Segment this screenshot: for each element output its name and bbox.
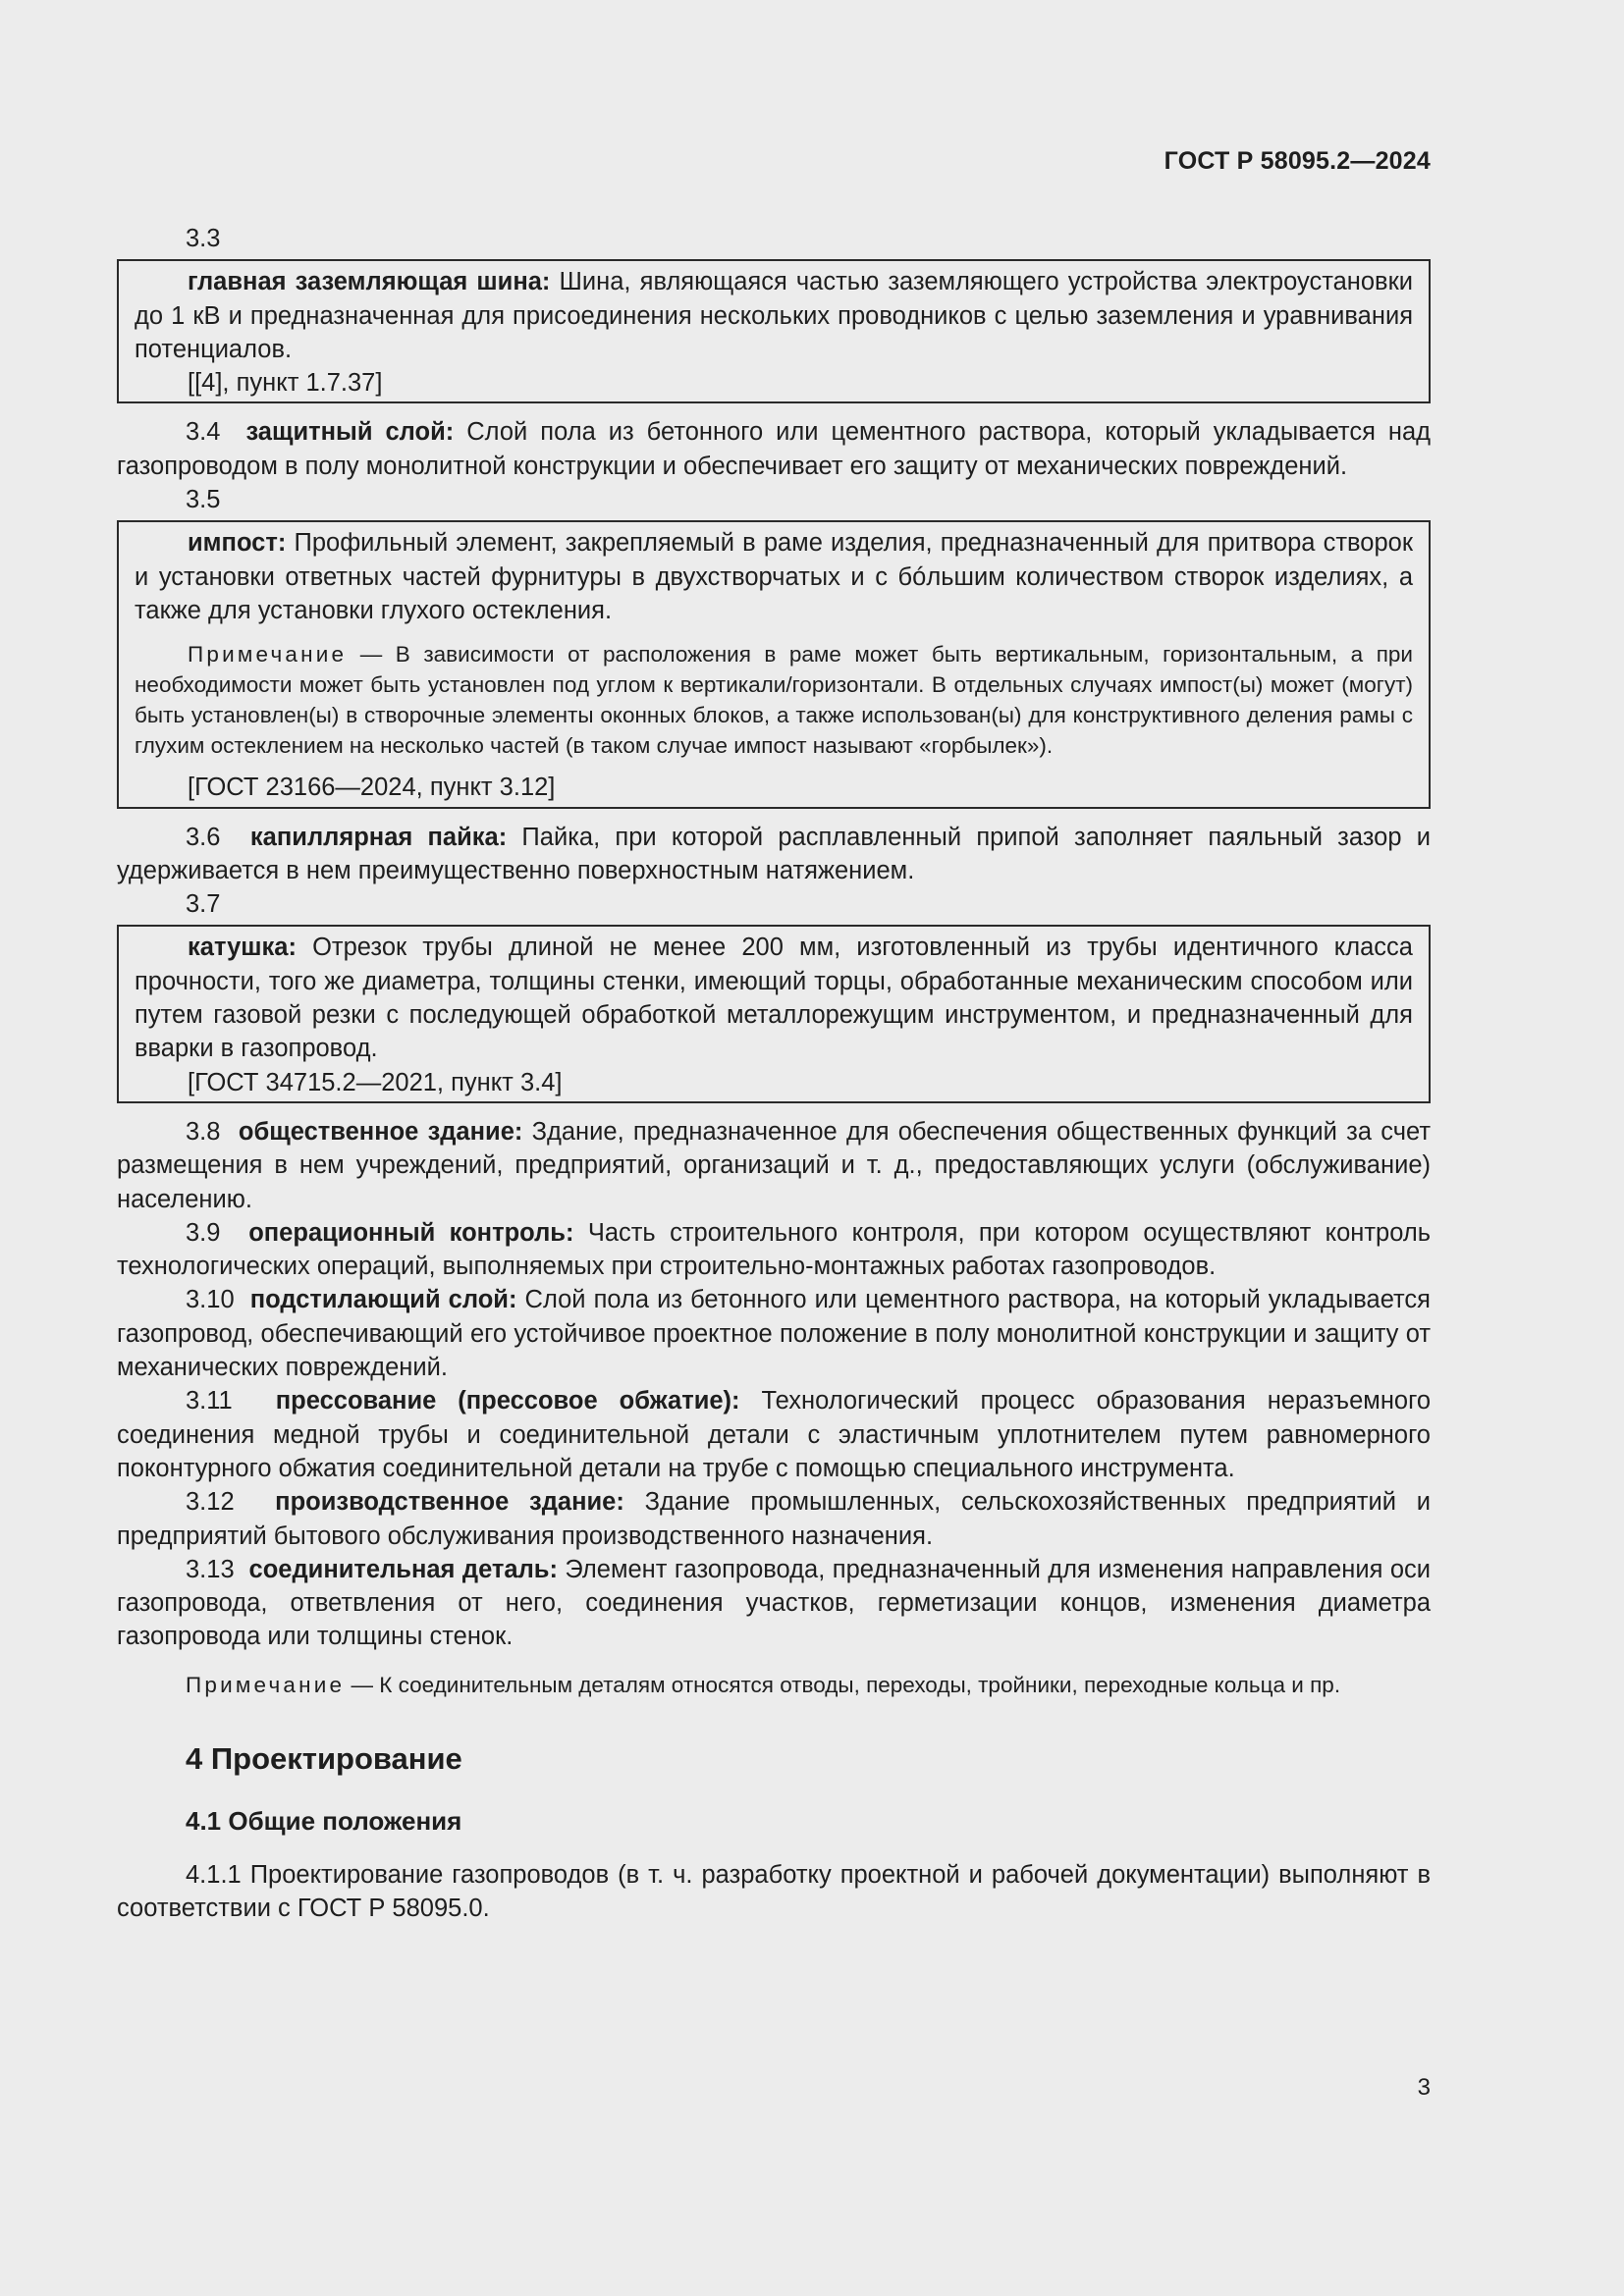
term-3-4-text: Слой пола из бетонного или цементного раствора, который укладывается над газопроводом в полу монолитной конструкции и обеспечивает его защиту от механических повреждений. bbox=[117, 418, 1432, 480]
term-3-10 bbox=[117, 1283, 1431, 1384]
term-3-9-text: Часть строительного контроля, при котором осуществляют контроль технологических операций, выполняемых при строительно-монтажных работах газопроводов. bbox=[117, 1218, 1431, 1281]
term-3-13-note bbox=[117, 1670, 1431, 1700]
term-3-13-name: соединительная деталь: bbox=[248, 1555, 558, 1583]
term-3-11-text: Технологический процесс образования неразъемного соединения медной трубы и соединительной детали с эластичным уплотнителем путем равномерного поконтурного обжатия соединительной детали на трубе с помощью специального инструмента. bbox=[117, 1387, 1432, 1482]
term-3-12 bbox=[117, 1485, 1431, 1553]
term-3-5-source: [ГОСТ 23166—2024, пункт 3.12] bbox=[188, 774, 556, 802]
term-3-6 bbox=[117, 821, 1431, 888]
term-3-11-number: 3.11 bbox=[186, 1387, 233, 1415]
term-3-12-text: Здание промышленных, сельскохозяйственных предприятий и предприятий бытового обслуживания производственного назначения. bbox=[117, 1488, 1431, 1550]
page-content bbox=[117, 222, 1431, 1925]
page-number: 3 bbox=[1417, 2074, 1431, 2101]
note-label: Примечание bbox=[186, 1672, 346, 1697]
term-3-5-definition bbox=[135, 526, 1413, 627]
term-3-3-text: Шина, являющаяся частью заземляющего устройства электроустановки до 1 кВ и предназначенная для присоединения нескольких проводников с целью заземления и уравнивания потенциалов. bbox=[135, 268, 1413, 363]
term-3-7-name: катушка: bbox=[188, 934, 297, 962]
term-3-10-text: Слой пола из бетонного или цементного раствора, на который укладывается газопровод, обеспечивающий его устойчивое проектное положение в полу монолитной конструкции и защиту от механических повреждений. bbox=[117, 1286, 1431, 1382]
term-3-5-note bbox=[135, 639, 1413, 761]
term-3-6-number: 3.6 bbox=[186, 823, 221, 851]
term-3-4-name: защитный слой: bbox=[245, 418, 455, 447]
term-3-5-name: импост: bbox=[188, 529, 287, 558]
term-box-3-7 bbox=[117, 925, 1431, 1102]
document-code-header: ГОСТ Р 58095.2—2024 bbox=[1164, 147, 1431, 175]
term-number-3-5: 3.5 bbox=[186, 486, 221, 514]
note-label: Примечание bbox=[188, 642, 348, 667]
term-3-7-definition bbox=[135, 931, 1413, 1065]
term-box-3-3 bbox=[117, 259, 1431, 403]
section-4-heading: 4 Проектирование bbox=[186, 1740, 462, 1776]
term-3-13-number: 3.13 bbox=[186, 1555, 235, 1583]
term-3-13-text: Элемент газопровода, предназначенный для изменения направления оси газопровода, ответвления от него, соединения участков, герметизации концов, изменения диаметра газопровода или толщины стенок. bbox=[117, 1555, 1432, 1651]
note-text: — К соединительным деталям относятся отводы, переходы, тройники, переходные кольца и пр. bbox=[345, 1672, 1341, 1697]
term-3-8-text: Здание, предназначенное для обеспечения общественных функций за счет размещения в нем учреждений, предприятий, организаций и т. д., предоставляющих услуги (обслуживание) населению. bbox=[117, 1117, 1432, 1213]
term-3-5-text: Профильный элемент, закрепляемый в раме изделия, предназначенный для притвора створок и установки ответных частей фурнитуры в двухстворчатых и с бóльшим количеством створок изделиях, а также для установки глухого остекления. bbox=[135, 529, 1413, 624]
term-3-4 bbox=[117, 415, 1431, 483]
term-3-4-number: 3.4 bbox=[186, 418, 221, 447]
term-3-12-name: производственное здание: bbox=[275, 1488, 624, 1517]
section-4-1-heading: 4.1 Общие положения bbox=[186, 1805, 462, 1836]
term-3-6-name: капиллярная пайка: bbox=[249, 823, 508, 851]
paragraph-4-1-1: 4.1.1 Проектирование газопроводов (в т. ч. разработку проектной и рабочей документации) выполняют в соответствии с ГОСТ Р 58095.0. bbox=[117, 1860, 1431, 1922]
term-number-3-7: 3.7 bbox=[186, 890, 221, 919]
term-3-13 bbox=[117, 1553, 1431, 1654]
term-3-11-name: прессование (прессовое обжатие): bbox=[275, 1387, 740, 1415]
term-3-9 bbox=[117, 1216, 1431, 1284]
term-3-10-number: 3.10 bbox=[186, 1286, 235, 1314]
term-3-3-name: главная заземляющая шина: bbox=[188, 268, 551, 296]
term-3-3-definition bbox=[135, 265, 1413, 366]
term-3-10-name: подстилающий слой: bbox=[249, 1286, 517, 1314]
term-3-11 bbox=[117, 1384, 1431, 1485]
term-3-9-name: операционный контроль: bbox=[248, 1218, 574, 1247]
term-3-9-number: 3.9 bbox=[186, 1218, 221, 1247]
note-text: — В зависимости от расположения в раме может быть вертикальным, горизонтальным, а при необходимости может быть установлен под углом к вертикали/горизонтали. В отдельных случаях импост(ы) может (могут) быть установлен(ы) в створочные элементы оконных блоков, а также использован(ы) для конструктивного деления рамы с глухим остеклением на несколько частей (в таком случае импост называют «горбылек»). bbox=[135, 642, 1413, 759]
term-3-3-source: [[4], пункт 1.7.37] bbox=[188, 369, 383, 398]
term-3-8 bbox=[117, 1115, 1431, 1216]
term-number-3-3: 3.3 bbox=[186, 225, 221, 252]
term-3-6-text: Пайка, при которой расплавленный припой заполняет паяльный зазор и удерживается в нем преимущественно поверхностным натяжением. bbox=[117, 823, 1432, 884]
term-box-3-5 bbox=[117, 520, 1431, 808]
term-3-8-name: общественное здание: bbox=[238, 1117, 523, 1146]
term-3-8-number: 3.8 bbox=[186, 1117, 221, 1146]
term-3-7-source: [ГОСТ 34715.2—2021, пункт 3.4] bbox=[188, 1068, 563, 1096]
term-3-12-number: 3.12 bbox=[186, 1488, 235, 1517]
term-3-7-text: Отрезок трубы длиной не менее 200 мм, изготовленный из трубы идентичного класса прочности, того же диаметра, толщины стенки, имеющий торцы, обработанные механическим способом или путем газовой резки с последующей обработкой металлорежущим инструментом, и предназначенный для вварки в газопровод. bbox=[135, 934, 1413, 1063]
